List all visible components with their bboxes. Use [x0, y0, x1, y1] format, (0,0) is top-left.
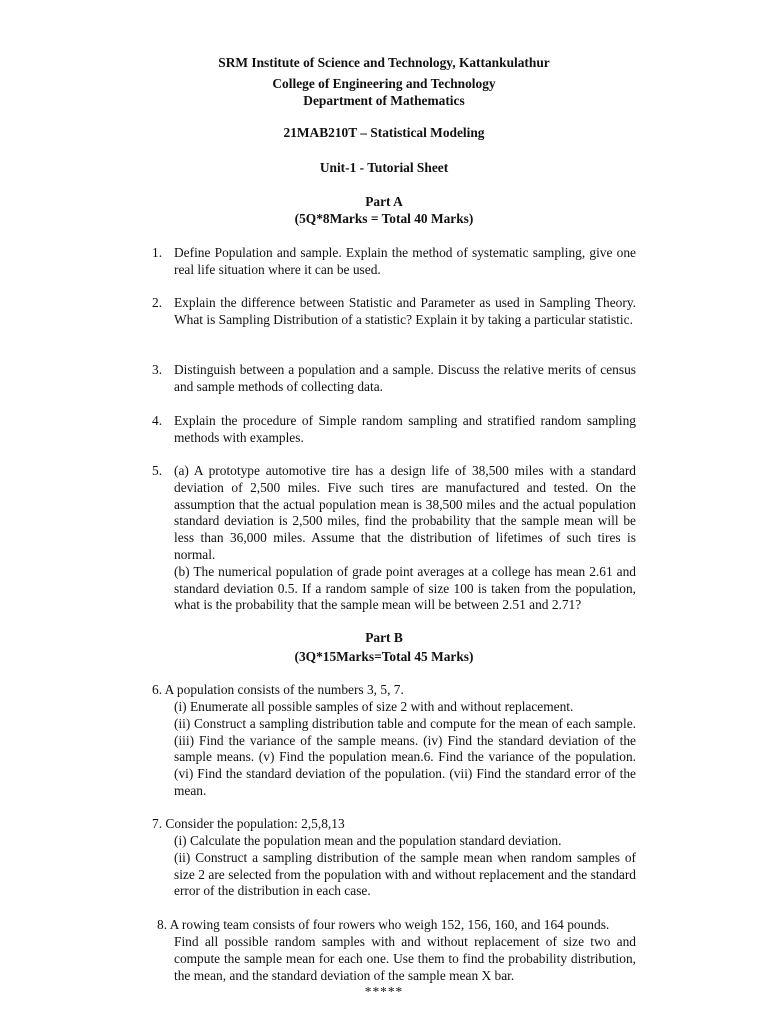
institute-name: SRM Institute of Science and Technology, Kattankulathur [218, 55, 550, 70]
question-text [174, 463, 636, 614]
question-paragraph: Explain the difference between Statistic and Parameter as used in Sampling Theory. What is Sampling Distribution of a statistic? Explain it by taking a particular statistic. [174, 295, 636, 327]
course-title: 21MAB210T – Statistical Modeling [283, 125, 485, 140]
part-a-marks: (5Q*8Marks = Total 40 Marks) [294, 211, 474, 226]
question-text [174, 295, 636, 329]
question-8-lead: 8. A rowing team consists of four rowers who weigh 152, 156, 160, and 164 pounds. [157, 917, 610, 932]
question-6-body [174, 699, 636, 800]
question-7-sub-1: (i) Calculate the population mean and the population standard deviation. [174, 833, 562, 848]
question-paragraph: Distinguish between a population and a sample. Discuss the relative merits of census and sample methods of collecting data. [174, 362, 636, 394]
question-7-sub-2: (ii) Construct a sampling distribution of the sample mean when random samples of size 2 are selected from the population with and without replacement and the standard error of the distribution in each case. [174, 849, 636, 899]
question-6-lead: 6. A population consists of the numbers 3, 5, 7. [152, 682, 404, 697]
question-paragraph: Explain the procedure of Simple random sampling and stratified random sampling methods with examples. [174, 413, 636, 445]
question-6-sub-1: (i) Enumerate all possible samples of size 2 with and without replacement. [174, 699, 574, 714]
end-marker: ***** [364, 984, 404, 999]
sheet-title: Unit-1 - Tutorial Sheet [319, 160, 449, 175]
question-8-body [174, 934, 636, 984]
question-paragraph: Define Population and sample. Explain the method of systematic sampling, give one real life situation where it can be used. [174, 245, 636, 277]
question-text [174, 245, 636, 279]
part-b-marks: (3Q*15Marks=Total 45 Marks) [294, 649, 474, 664]
part-b-title: Part B [365, 630, 403, 645]
question-number: 1. [152, 245, 163, 260]
question-text [174, 362, 636, 396]
part-a-title: Part A [365, 194, 403, 209]
question-paragraph-b: (b) The numerical population of grade point averages at a college has mean 2.61 and standard deviation 0.5. If a random sample of size 100 is taken from the population, what is the probability that the sample mean will be between 2.51 and 2.71? [174, 563, 636, 613]
question-number: 5. [152, 463, 163, 478]
question-paragraph-a: (a) A prototype automotive tire has a design life of 38,500 miles with a standard deviation of 2,500 miles. Five such tires are manufactured and tested. On the assumption that the actual population mean is 38,500 miles and the actual population standard deviation is 2,500 miles, find the probability that the sample mean will be less than 36,000 miles. Assume that the distribution of lifetimes of such tires is normal. [174, 463, 636, 562]
question-number: 3. [152, 362, 163, 377]
question-text [174, 413, 636, 447]
question-6-sub-2: (ii) Construct a sampling distribution table and compute for the mean of each sample. (iii) Find the variance of the sample means. (iv) Find the standard deviation of the sample means. (v) Find the population mean.6. Find the variance of the population. (vi) Find the standard deviation of the population. (vii) Find the standard error of the mean. [174, 715, 636, 798]
question-8-rest: Find all possible random samples with and without replacement of size two and compute the sample mean for each one. Use them to find the probability distribution, the mean, and the standard deviation of the sample mean X bar. [174, 934, 636, 983]
question-number: 4. [152, 413, 163, 428]
question-7-lead: 7. Consider the population: 2,5,8,13 [152, 816, 345, 831]
question-7-body [174, 833, 636, 900]
department-name: Department of Mathematics [303, 93, 465, 108]
question-number: 2. [152, 295, 163, 310]
college-name: College of Engineering and Technology [272, 76, 496, 91]
